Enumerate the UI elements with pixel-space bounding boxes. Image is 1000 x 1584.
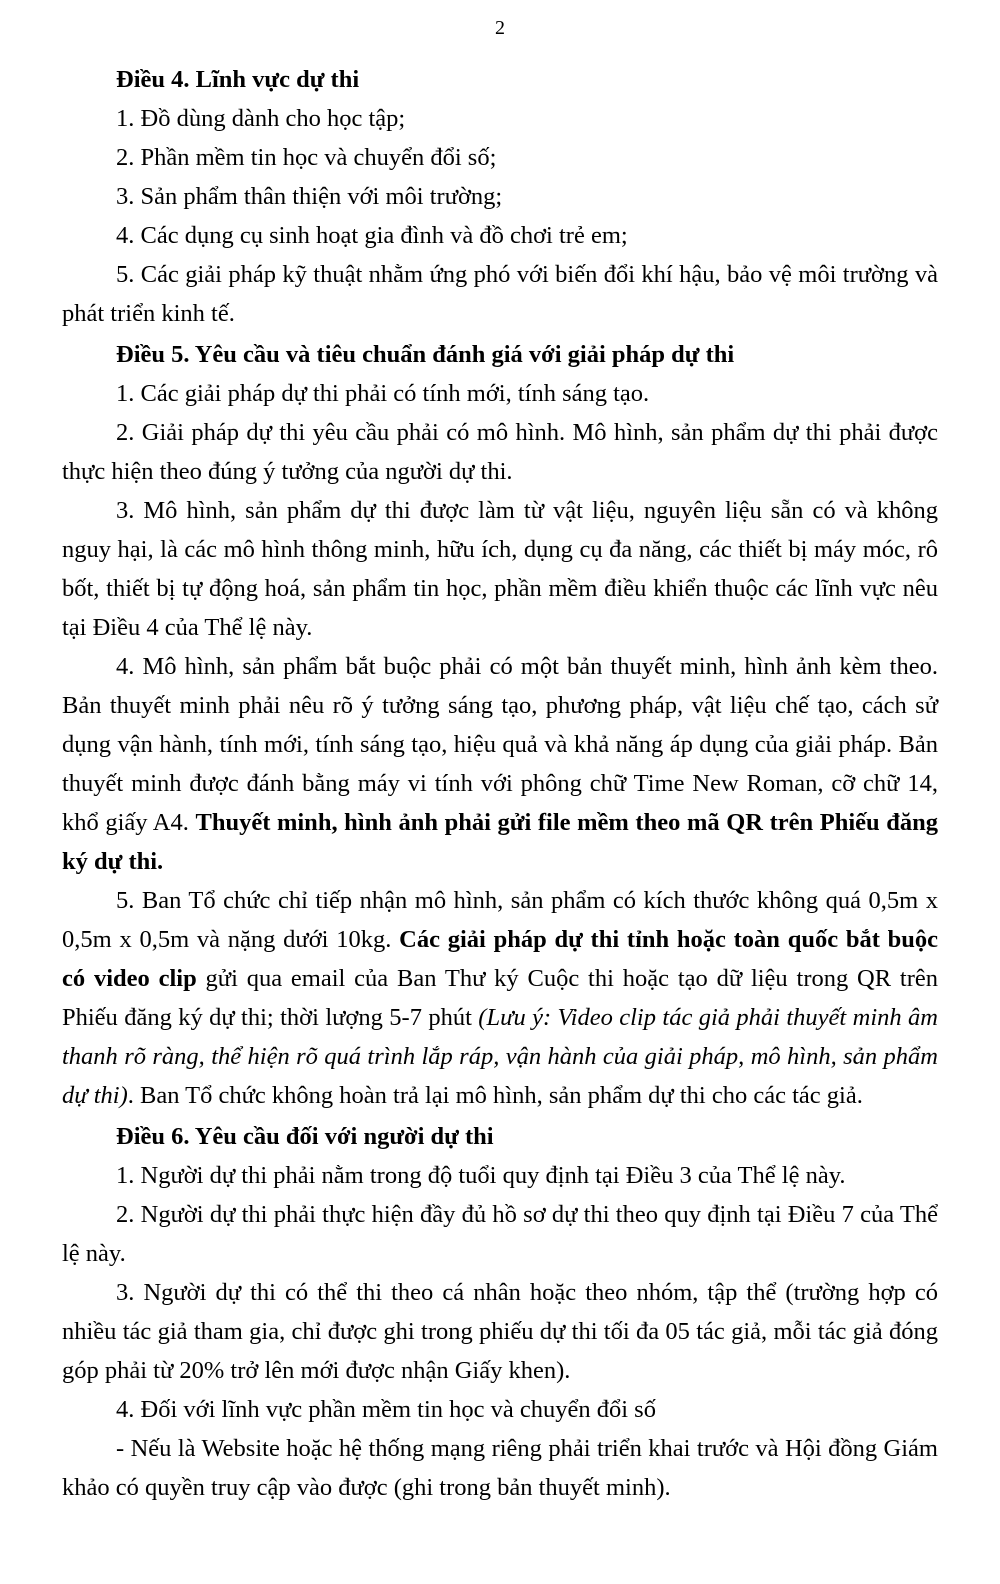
text-run: 4. Mô hình, sản phẩm bắt buộc phải có một bản thuyết minh, hình ảnh kèm theo. Bản thuyết minh phải nêu rõ ý tưởng sáng tạo, phương pháp, vật liệu chế tạo, cách sử dụng vận hành, tính mới, tính sáng tạo, hiệu quả và khả năng áp dụng của giải pháp. Bản thuyết minh được đánh bằng máy vi tính với phông chữ Time New Roman, cỡ chữ 14, khổ giấy A4. xyxy=(62,653,938,836)
text-run: 4. Các dụng cụ sinh hoạt gia đình và đồ chơi trẻ em; xyxy=(116,222,628,249)
text-run: (Lưu ý: Video clip tác giả phải thuyết minh âm thanh rõ ràng, thể hiện rõ quá trình lắp ráp, vận hành của giải pháp, mô hình, sản phẩm dự thi) xyxy=(62,1004,938,1109)
text-run: 1. Đồ dùng dành cho học tập; xyxy=(116,105,406,132)
section-heading-dieu-5 xyxy=(62,335,938,374)
text-run: 3. Sản phẩm thân thiện với môi trường; xyxy=(116,183,503,210)
text-run: 2. Người dự thi phải thực hiện đầy đủ hồ sơ dự thi theo quy định tại Điều 7 của Thể lệ này. xyxy=(62,1201,938,1267)
paragraph-dieu4-item-5 xyxy=(62,255,938,333)
text-run: 5. Ban Tổ chức chỉ tiếp nhận mô hình, sản phẩm có kích thước không quá 0,5m x 0,5m x 0,5m và nặng dưới 10kg. xyxy=(62,887,938,953)
text-run: 3. Người dự thi có thể thi theo cá nhân hoặc theo nhóm, tập thể (trường hợp có nhiều tác giả tham gia, chỉ được ghi trong phiếu dự thi tối đa 05 tác giả, mỗi tác giả đóng góp phải từ 20% trở lên mới được nhận Giấy khen). xyxy=(62,1279,938,1384)
text-run: 2. Giải pháp dự thi yêu cầu phải có mô hình. Mô hình, sản phẩm dự thi phải được thực hiện theo đúng ý tưởng của người dự thi. xyxy=(62,419,938,485)
paragraph-dieu5-item-4 xyxy=(62,647,938,881)
paragraph-dieu6-item-4 xyxy=(62,1390,938,1429)
paragraph-dieu5-item-5 xyxy=(62,881,938,1115)
paragraph-dieu5-item-2 xyxy=(62,413,938,491)
paragraph-dieu4-item-1 xyxy=(62,99,938,138)
paragraph-dieu4-item-2 xyxy=(62,138,938,177)
document-body xyxy=(62,60,938,1507)
text-run: Thuyết minh, hình ảnh phải gửi file mềm theo mã QR trên Phiếu đăng ký dự thi. xyxy=(62,809,938,875)
paragraph-dieu6-item-4-bullet xyxy=(62,1429,938,1507)
text-run: Điều 6. Yêu cầu đối với người dự thi xyxy=(116,1123,494,1150)
paragraph-dieu5-item-3 xyxy=(62,491,938,647)
text-run: . Ban Tổ chức không hoàn trả lại mô hình, sản phẩm dự thi cho các tác giả. xyxy=(127,1082,863,1109)
page-number: 2 xyxy=(495,17,505,39)
text-run: 5. Các giải pháp kỹ thuật nhằm ứng phó với biến đổi khí hậu, bảo vệ môi trường và phát triển kinh tế. xyxy=(62,261,938,327)
paragraph-dieu6-item-2 xyxy=(62,1195,938,1273)
text-run: 1. Người dự thi phải nằm trong độ tuổi quy định tại Điều 3 của Thể lệ này. xyxy=(116,1162,846,1189)
section-heading-dieu-4 xyxy=(62,60,938,99)
paragraph-dieu6-item-1 xyxy=(62,1156,938,1195)
paragraph-dieu4-item-4 xyxy=(62,216,938,255)
text-run: - Nếu là Website hoặc hệ thống mạng riêng phải triển khai trước và Hội đồng Giám khảo có quyền truy cập vào được (ghi trong bản thuyết minh). xyxy=(62,1435,938,1501)
text-run: gửi qua email của Ban Thư ký Cuộc thi hoặc tạo dữ liệu trong QR trên Phiếu đăng ký dự thi; thời lượng 5-7 phút xyxy=(62,965,939,1031)
paragraph-dieu5-item-1 xyxy=(62,374,938,413)
text-run: 4. Đối với lĩnh vực phần mềm tin học và chuyển đổi số xyxy=(116,1396,656,1423)
paragraph-dieu6-item-3 xyxy=(62,1273,938,1390)
text-run: 3. Mô hình, sản phẩm dự thi được làm từ vật liệu, nguyên liệu sẵn có và không nguy hại, là các mô hình thông minh, hữu ích, dụng cụ đa năng, các thiết bị máy móc, rô bốt, thiết bị tự động hoá, sản phẩm tin học, phần mềm điều khiển thuộc các lĩnh vực nêu tại Điều 4 của Thể lệ này. xyxy=(62,497,938,641)
text-run: Điều 4. Lĩnh vực dự thi xyxy=(116,66,360,93)
section-heading-dieu-6 xyxy=(62,1117,938,1156)
paragraph-dieu4-item-3 xyxy=(62,177,938,216)
text-run: Điều 5. Yêu cầu và tiêu chuẩn đánh giá với giải pháp dự thi xyxy=(116,341,735,368)
text-run: Các giải pháp dự thi tỉnh hoặc toàn quốc bắt buộc có video clip xyxy=(62,926,939,992)
text-run: 2. Phần mềm tin học và chuyển đổi số; xyxy=(116,144,497,171)
text-run: 1. Các giải pháp dự thi phải có tính mới, tính sáng tạo. xyxy=(116,380,650,407)
